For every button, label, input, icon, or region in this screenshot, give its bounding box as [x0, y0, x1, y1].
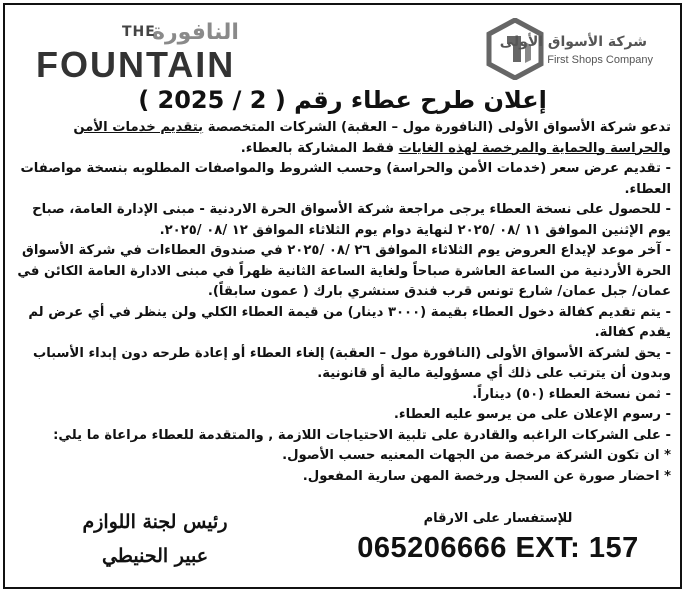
chair-name: عبير الحنيطي: [101, 545, 209, 567]
item-obtain-copy: - للحصول على نسخة العطاء يرجى مراجعة شركة الأسواق الحرة الاردنية - مبنى الإدارة العامة، صباح يوم الإثنين الموافق ١١ /٠٨ /٢٠٢٥ لنهاية دوام يوم الثلاثاء الموافق ١٢ /٠٨ /٢٠٢٥.: [32, 202, 671, 238]
footer: [10, 505, 675, 585]
item-quote: - تقديم عرض سعر (خدمات الأمن والحراسة) وحسب الشروط والمواصفات المطلوبه بنسخة مواصفات العطاء.: [20, 161, 671, 197]
fountain-logo-english: FOUNTAIN: [36, 44, 236, 85]
item-requirements: - على الشركات الراغبه والقادرة على تلبية الاحتياجات اللازمة , والمتقدمة للعطاء مراعاة ما يلي:: [53, 427, 671, 443]
contact-label: للإستفسار على الارقام: [423, 511, 573, 526]
header: [10, 10, 675, 88]
first-shops-logo: [485, 18, 655, 84]
item-copy-price: - ثمن نسخة العطاء (٥٠) ديناراً.: [472, 386, 671, 402]
ad-body: [14, 118, 671, 487]
fountain-logo-arabic: النافورة: [152, 20, 239, 45]
phone-number: 065206666 EXT: 157: [357, 532, 639, 564]
fountain-logo: [32, 20, 272, 84]
first-shops-logo-english: First Shops Company: [547, 54, 653, 66]
intro-paragraph: [14, 118, 671, 159]
chair-title: رئيس لجنة اللوازم: [82, 511, 228, 533]
ad-title: إعلان طرح عطاء رقم ( 2 / 2025 ): [138, 86, 547, 114]
intro-part1: تدعو شركة الأسواق الأولى (النافورة مول – العقبة) الشركات المتخصصة: [203, 120, 671, 135]
condition-registry: * احضار صورة عن السجل ورخصة المهن سارية المفعول.: [302, 468, 671, 484]
item-cancel-right: - يحق لشركة الأسواق الأولى (النافورة مول – العقبة) إلغاء العطاء أو إعادة طرحه دون إبداء الأسباب وبدون أن يترتب على ذلك أي مسؤولية مالية أو قانونية.: [32, 345, 671, 381]
committee-signature: [60, 505, 250, 573]
first-shops-logo-arabic: شركة الأسواق الأولى: [499, 34, 647, 50]
item-ad-fees: - رسوم الإعلان على من يرسو عليه العطاء.: [393, 407, 671, 422]
condition-licensed: * ان تكون الشركة مرخصة من الجهات المعنيه حسب الأصول.: [282, 448, 671, 463]
fountain-logo-the: THE: [122, 24, 156, 40]
contact-block: [333, 505, 663, 565]
item-deadline: - آخر موعد لإيداع العروض يوم الثلاثاء الموافق ٢٦ /٠٨ /٢٠٢٥ في صندوق العطاءات في شركة الأسواق الحرة الأردنية من الساعة العاشرة صباحاً ولغاية الساعة الثانية ظهراً في مبنى الادارة العامة الكائن في عمان/ جبل عمان/ شارع تونس قرب فندق سنشري بارك ( عمون سابقاً).: [17, 243, 671, 299]
intro-underlined: بتقديم خدمات الأمن والحراسة والحماية والمرخصة لهذه الغايات: [73, 120, 671, 156]
intro-part3: فقط المشاركة بالعطاء.: [240, 140, 399, 156]
item-bid-bond: - يتم تقديم كفالة دخول العطاء بقيمة (٣٠٠٠ دينار) من قيمة العطاء الكلي ولن ينظر في أي عرض لم يقدم كفالة.: [28, 304, 671, 340]
